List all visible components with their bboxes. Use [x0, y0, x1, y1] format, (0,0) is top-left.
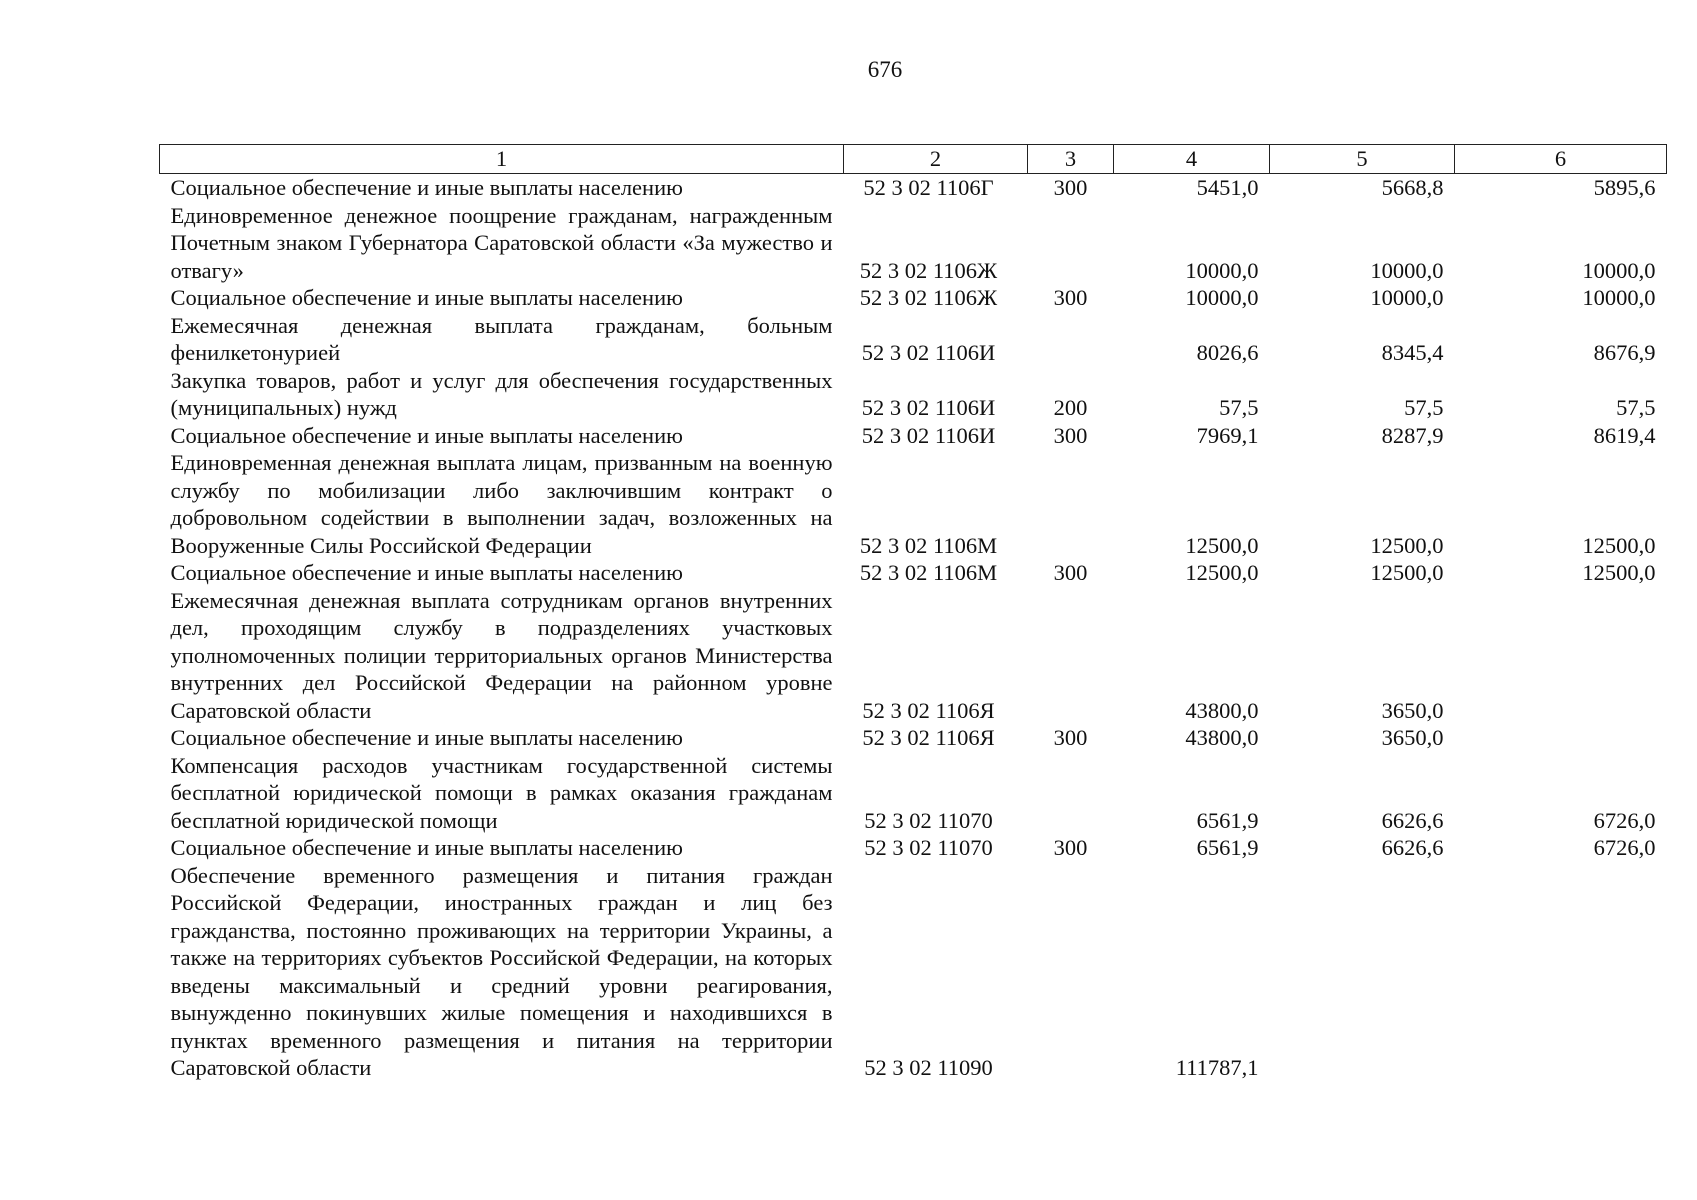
row-value-col4: 10000,0 — [1185, 285, 1259, 310]
row-value-col5: 6626,6 — [1381, 835, 1444, 860]
budget-table — [159, 144, 1667, 1082]
row-value-col6: 8676,9 — [1593, 340, 1656, 365]
row-value-col4: 43800,0 — [1185, 725, 1259, 750]
row-value-col5: 12500,0 — [1370, 532, 1444, 558]
row-value-col6: 5895,6 — [1593, 175, 1656, 200]
table-row — [160, 724, 1667, 752]
row-value-col6: 12500,0 — [1582, 532, 1656, 558]
table-row — [160, 422, 1667, 450]
row-value-col6: 6726,0 — [1593, 835, 1656, 860]
header-col-3: 3 — [1028, 145, 1114, 174]
row-name: Социальное обеспечение и иные выплаты населению — [170, 560, 683, 585]
budget-table-container — [159, 144, 1666, 1082]
row-name: Единовременная денежная выплата лицам, призванным на военную службу по мобилизации либо заключившим контракт о добровольном содействии в выполнении задач, возложенных на Вооруженные Силы Российской Федерации — [170, 450, 833, 558]
row-value-col6: 8619,4 — [1593, 422, 1656, 448]
row-value-col6 — [1455, 724, 1667, 752]
header-col-4: 4 — [1114, 145, 1270, 174]
row-name: Ежемесячная денежная выплата гражданам, больным фенилкетонурией — [170, 312, 833, 365]
row-value-col5: 8345,4 — [1381, 340, 1444, 365]
row-code: 52 3 02 11070 — [864, 835, 993, 860]
row-value-col6: 6726,0 — [1593, 807, 1656, 833]
header-col-2: 2 — [844, 145, 1028, 174]
table-row — [160, 367, 1667, 422]
row-value-col4: 8026,6 — [1196, 340, 1259, 365]
table-header — [160, 145, 1667, 174]
row-code: 52 3 02 11070 — [864, 807, 993, 833]
table-row — [160, 284, 1667, 312]
row-name: Социальное обеспечение и иные выплаты населению — [170, 285, 683, 310]
row-value-col5 — [1270, 862, 1455, 1082]
row-value-col6: 57,5 — [1616, 395, 1656, 420]
row-code: 52 3 02 1106Ж — [859, 257, 998, 283]
row-name: Закупка товаров, работ и услуг для обеспечения государственных (муниципальных) нужд — [170, 367, 833, 420]
row-value-col5: 10000,0 — [1370, 257, 1444, 283]
row-value-col5: 6626,6 — [1381, 807, 1444, 833]
row-value-col5: 3650,0 — [1381, 697, 1444, 723]
row-code: 52 3 02 1106И — [861, 395, 996, 420]
row-name: Социальное обеспечение и иные выплаты населению — [170, 422, 683, 448]
row-value-col4: 5451,0 — [1196, 175, 1259, 200]
row-value-col5: 12500,0 — [1370, 560, 1444, 585]
page-number: 676 — [867, 57, 903, 82]
row-name: Социальное обеспечение и иные выплаты населению — [170, 175, 683, 200]
row-type: 300 — [1053, 725, 1088, 750]
header-col-1: 1 — [160, 145, 844, 174]
row-value-col4: 6561,9 — [1196, 835, 1259, 860]
row-code: 52 3 02 1106М — [859, 560, 998, 585]
row-name: Компенсация расходов участникам государственной системы бесплатной юридической помощи в рамках оказания гражданам бесплатной юридической помощи — [170, 752, 833, 833]
row-value-col4: 43800,0 — [1185, 697, 1259, 723]
row-code: 52 3 02 1106Я — [862, 697, 995, 723]
header-row — [160, 145, 1667, 174]
row-name: Социальное обеспечение и иные выплаты населению — [170, 725, 683, 750]
table-row — [160, 559, 1667, 587]
row-code: 52 3 02 1106И — [861, 340, 996, 365]
table-row — [160, 752, 1667, 835]
row-type — [1028, 752, 1114, 835]
row-type — [1028, 449, 1114, 559]
row-value-col4: 12500,0 — [1185, 560, 1259, 585]
row-value-col6 — [1455, 587, 1667, 725]
row-value-col6: 10000,0 — [1582, 285, 1656, 310]
row-code: 52 3 02 11090 — [864, 1055, 993, 1080]
row-value-col6: 10000,0 — [1582, 257, 1656, 283]
table-row — [160, 202, 1667, 285]
row-type — [1028, 587, 1114, 725]
header-col-6: 6 — [1455, 145, 1667, 174]
row-type: 300 — [1053, 285, 1088, 310]
row-value-col5: 3650,0 — [1381, 725, 1444, 750]
row-name: Социальное обеспечение и иные выплаты населению — [170, 835, 683, 860]
row-name: Ежемесячная денежная выплата сотрудникам органов внутренних дел, проходящим службу в подразделениях участковых уполномоченных полиции территориальных органов Министерства внутренних дел Российской Федерации на районном уровне Саратовской области — [170, 587, 833, 723]
row-code: 52 3 02 1106Я — [862, 725, 995, 750]
row-type: 300 — [1053, 422, 1088, 448]
row-value-col4: 7969,1 — [1196, 422, 1259, 448]
row-name: Обеспечение временного размещения и питания граждан Российской Федерации, иностранных граждан и лиц без гражданства, постоянно проживающих на территории Украины, а также на территориях субъектов Российской Федерации, на которых введены максимальный и средний уровни реагирования, вынужденно покинувших жилые помещения и находившихся в пунктах временного размещения и питания на территории Саратовской области — [170, 862, 833, 1080]
row-value-col5: 5668,8 — [1381, 175, 1444, 200]
row-type: 300 — [1053, 175, 1088, 200]
row-value-col4: 12500,0 — [1185, 532, 1259, 558]
row-type: 200 — [1053, 395, 1088, 420]
row-type — [1028, 312, 1114, 367]
row-value-col5: 10000,0 — [1370, 285, 1444, 310]
table-row — [160, 174, 1667, 202]
row-value-col4: 6561,9 — [1196, 807, 1259, 833]
row-type — [1028, 202, 1114, 285]
row-value-col4: 111787,1 — [1175, 1055, 1259, 1080]
row-code: 52 3 02 1106М — [859, 532, 998, 558]
table-row — [160, 449, 1667, 559]
row-type: 300 — [1053, 835, 1088, 860]
row-type — [1028, 862, 1114, 1082]
table-row — [160, 312, 1667, 367]
row-value-col5: 8287,9 — [1381, 422, 1444, 448]
table-row — [160, 834, 1667, 862]
row-value-col4: 57,5 — [1219, 395, 1259, 420]
row-value-col5: 57,5 — [1404, 395, 1444, 420]
row-code: 52 3 02 1106И — [861, 422, 996, 448]
row-code: 52 3 02 1106Ж — [859, 285, 998, 310]
row-name: Единовременное денежное поощрение гражданам, награжденным Почетным знаком Губернатора Саратовской области «За мужество и отвагу» — [170, 202, 833, 283]
row-code: 52 3 02 1106Г — [863, 175, 994, 200]
row-type: 300 — [1053, 560, 1088, 585]
row-value-col4: 10000,0 — [1185, 257, 1259, 283]
header-col-5: 5 — [1270, 145, 1455, 174]
table-body — [160, 174, 1667, 1082]
table-row — [160, 862, 1667, 1082]
table-row — [160, 587, 1667, 725]
row-value-col6 — [1455, 862, 1667, 1082]
row-value-col6: 12500,0 — [1582, 560, 1656, 585]
